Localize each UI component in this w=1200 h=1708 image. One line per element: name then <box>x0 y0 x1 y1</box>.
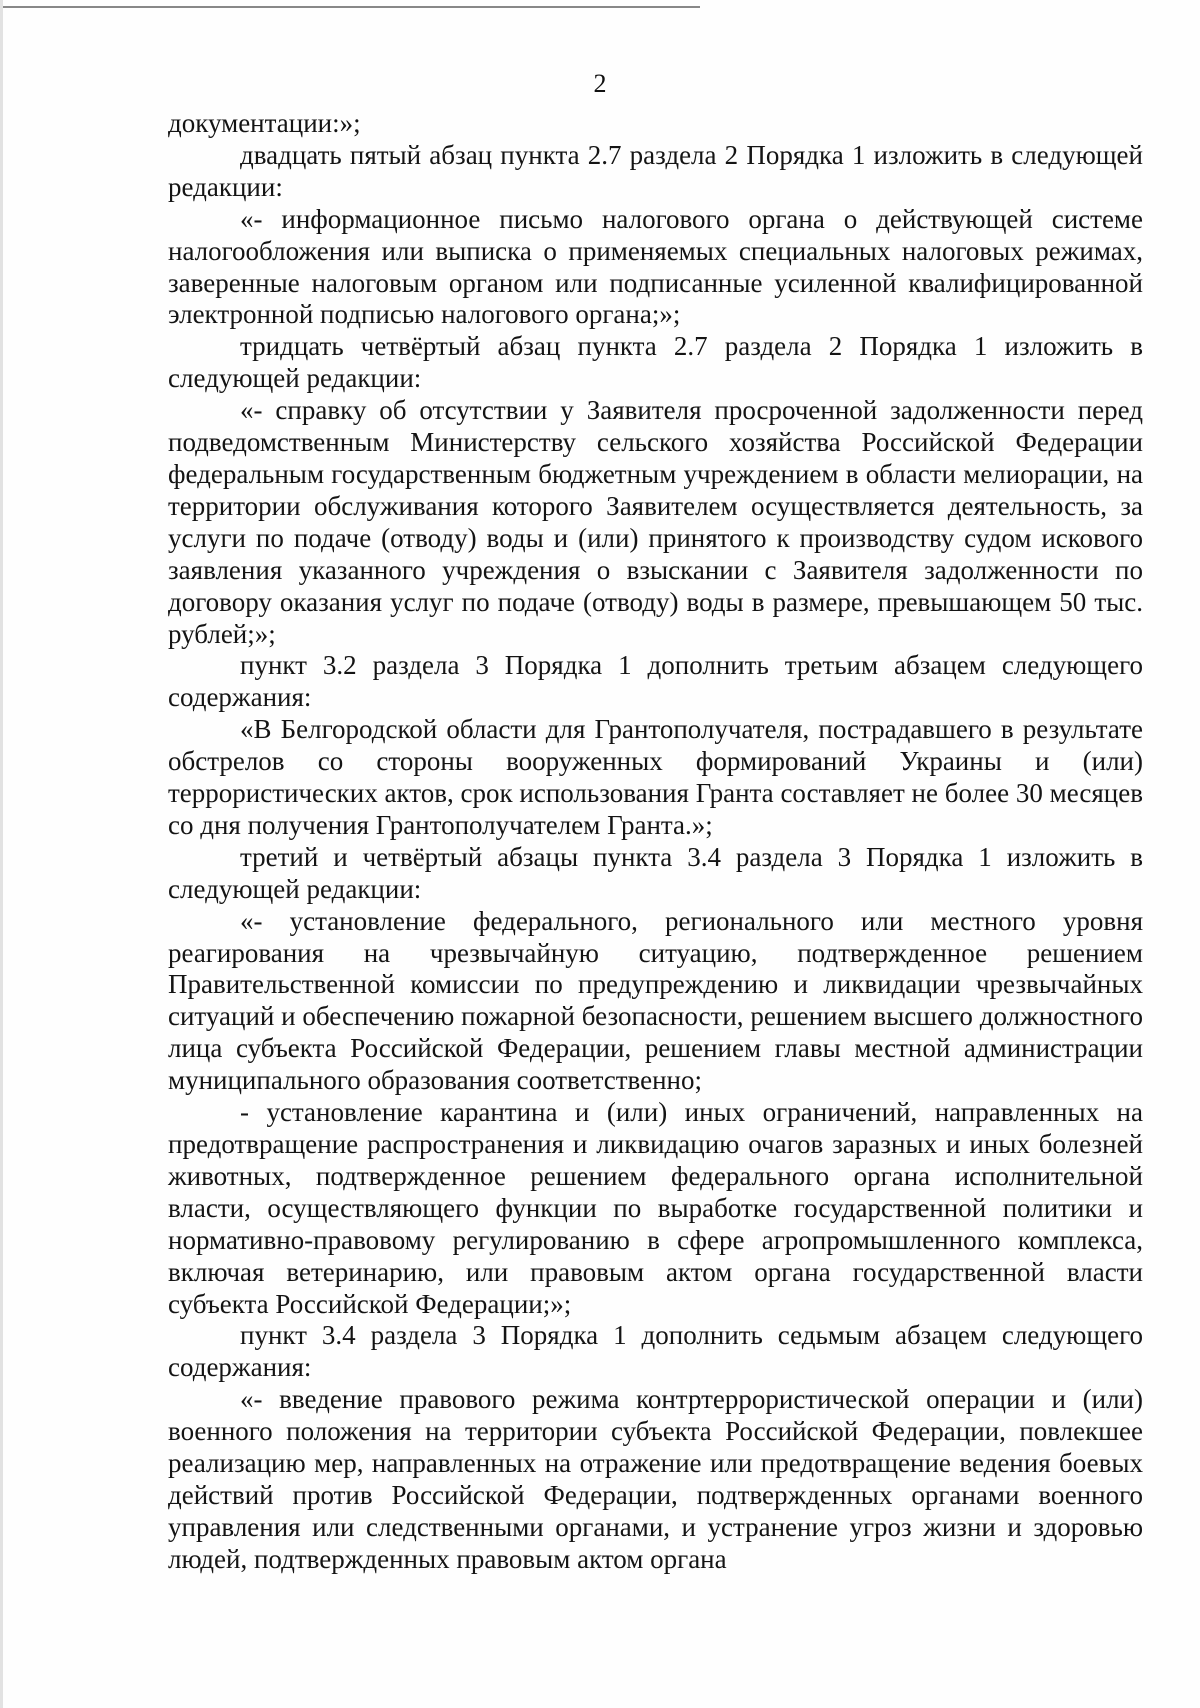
paragraph-amendment-instruction: пункт 3.2 раздела 3 Порядка 1 дополнить третьим абзацем следующего содержания: <box>168 650 1143 713</box>
paragraph-amendment-instruction: пункт 3.4 раздела 3 Порядка 1 дополнить седьмым абзацем следующего содержания: <box>168 1320 1143 1383</box>
page-number: 2 <box>593 69 607 98</box>
paragraph-amendment-instruction: двадцать пятый абзац пункта 2.7 раздела 2 Порядка 1 изложить в следующей редакции: <box>168 139 1143 202</box>
paragraph-quoted-text: «- справку об отсутствии у Заявителя просроченной задолженности перед подведомственным Министерству сельского хозяйства Российской Федерации федеральным государственным бюджетным учреждением в области мелиорации, на территории обслуживания которого Заявителем осуществляется деятельность, за услуги по подаче (отводу) воды и (или) принятого к производству судом искового заявления указанного учреждения о взыскании с Заявителя задолженности по договору оказания услуг по подаче (отводу) воды в размере, превышающем 50 тыс. рублей;»; <box>168 395 1143 649</box>
paragraph-quoted-text: «- установление федерального, регионального или местного уровня реагирования на чрезвычайную ситуацию, подтвержденное решением Правительственной комиссии по предупреждению и ликвидации чрезвычайных ситуаций и обеспечению пожарной безопасности, решением высшего должностного лица субъекта Российской Федерации, решением главы местной администрации муниципального образования соответственно; <box>168 905 1143 1096</box>
document-body <box>168 108 1143 1576</box>
paragraph-quoted-text: «- введение правового режима контртеррористической операции и (или) военного положения на территории субъекта Российской Федерации, повлекшее реализацию мер, направленных на отражение или предотвращение ведения боевых действий против Российской Федерации, подтвержденных органами военного управления или следственными органами, и устранение угроз жизни и здоровью людей, подтвержденных правовым актом органа <box>168 1384 1143 1574</box>
scan-left-edge <box>0 0 3 1708</box>
scan-top-border <box>0 6 700 8</box>
paragraph-quoted-text: «В Белгородской области для Грантополучателя, пострадавшего в результате обстрелов со стороны вооруженных формирований Украины и (или) террористических актов, срок использования Гранта составляет не более 30 месяцев со дня получения Грантополучателем Гранта.»; <box>168 714 1143 840</box>
paragraph-quoted-text: - установление карантина и (или) иных ограничений, направленных на предотвращение распространения и ликвидацию очагов заразных и иных болезней животных, подтвержденное решением федерального органа исполнительной власти, осуществляющего функции по выработке государственной политики и нормативно-правовому регулированию в сфере агропромышленного комплекса, включая ветеринарию, или правовым актом органа государственной власти субъекта Российской Федерации;»; <box>168 1097 1143 1319</box>
paragraph-continuation: документации:»; <box>168 108 361 138</box>
paragraph-amendment-instruction: третий и четвёртый абзацы пункта 3.4 раздела 3 Порядка 1 изложить в следующей редакции: <box>168 841 1143 904</box>
paragraph-amendment-instruction: тридцать четвёртый абзац пункта 2.7 раздела 2 Порядка 1 изложить в следующей редакции: <box>168 331 1143 394</box>
paragraph-quoted-text: «- информационное письмо налогового органа о действующей системе налогообложения или выписка о применяемых специальных налоговых режимах, заверенные налоговым органом или подписанные усиленной квалифицированной электронной подписью налогового органа;»; <box>168 203 1143 330</box>
